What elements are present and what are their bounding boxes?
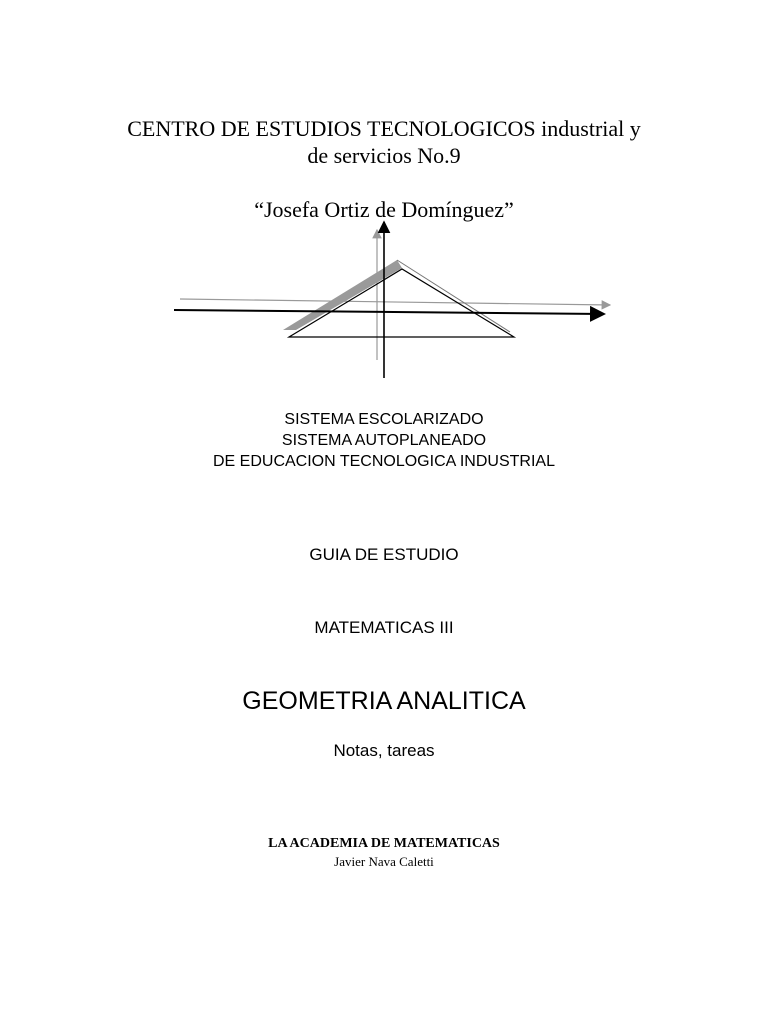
- document-title: GEOMETRIA ANALITICA: [242, 687, 526, 715]
- subject-name: MATEMATICAS III: [314, 618, 454, 637]
- author-name: Javier Nava Caletti: [334, 854, 434, 869]
- gray-triangle-side: [397, 260, 510, 332]
- system-line-2: SISTEMA AUTOPLANEADO: [281, 432, 487, 449]
- black-x-axis: [174, 310, 604, 314]
- notes-label: Notas, tareas: [333, 741, 435, 760]
- institution-line-1: CENTRO DE ESTUDIOS TECNOLOGICOS industrial y: [127, 116, 641, 141]
- system-line-3: DE EDUCACION TECNOLOGICA INDUSTRIAL: [213, 453, 555, 470]
- school-name: “Josefa Ortiz de Domínguez”: [254, 197, 514, 222]
- academy-name: LA ACADEMIA DE MATEMATICAS: [268, 836, 500, 851]
- document-type: GUIA DE ESTUDIO: [309, 545, 459, 564]
- gray-x-axis: [180, 299, 610, 305]
- system-line-1: SISTEMA ESCOLARIZADO: [284, 411, 484, 428]
- institution-line-2: de servicios No.9: [307, 143, 461, 168]
